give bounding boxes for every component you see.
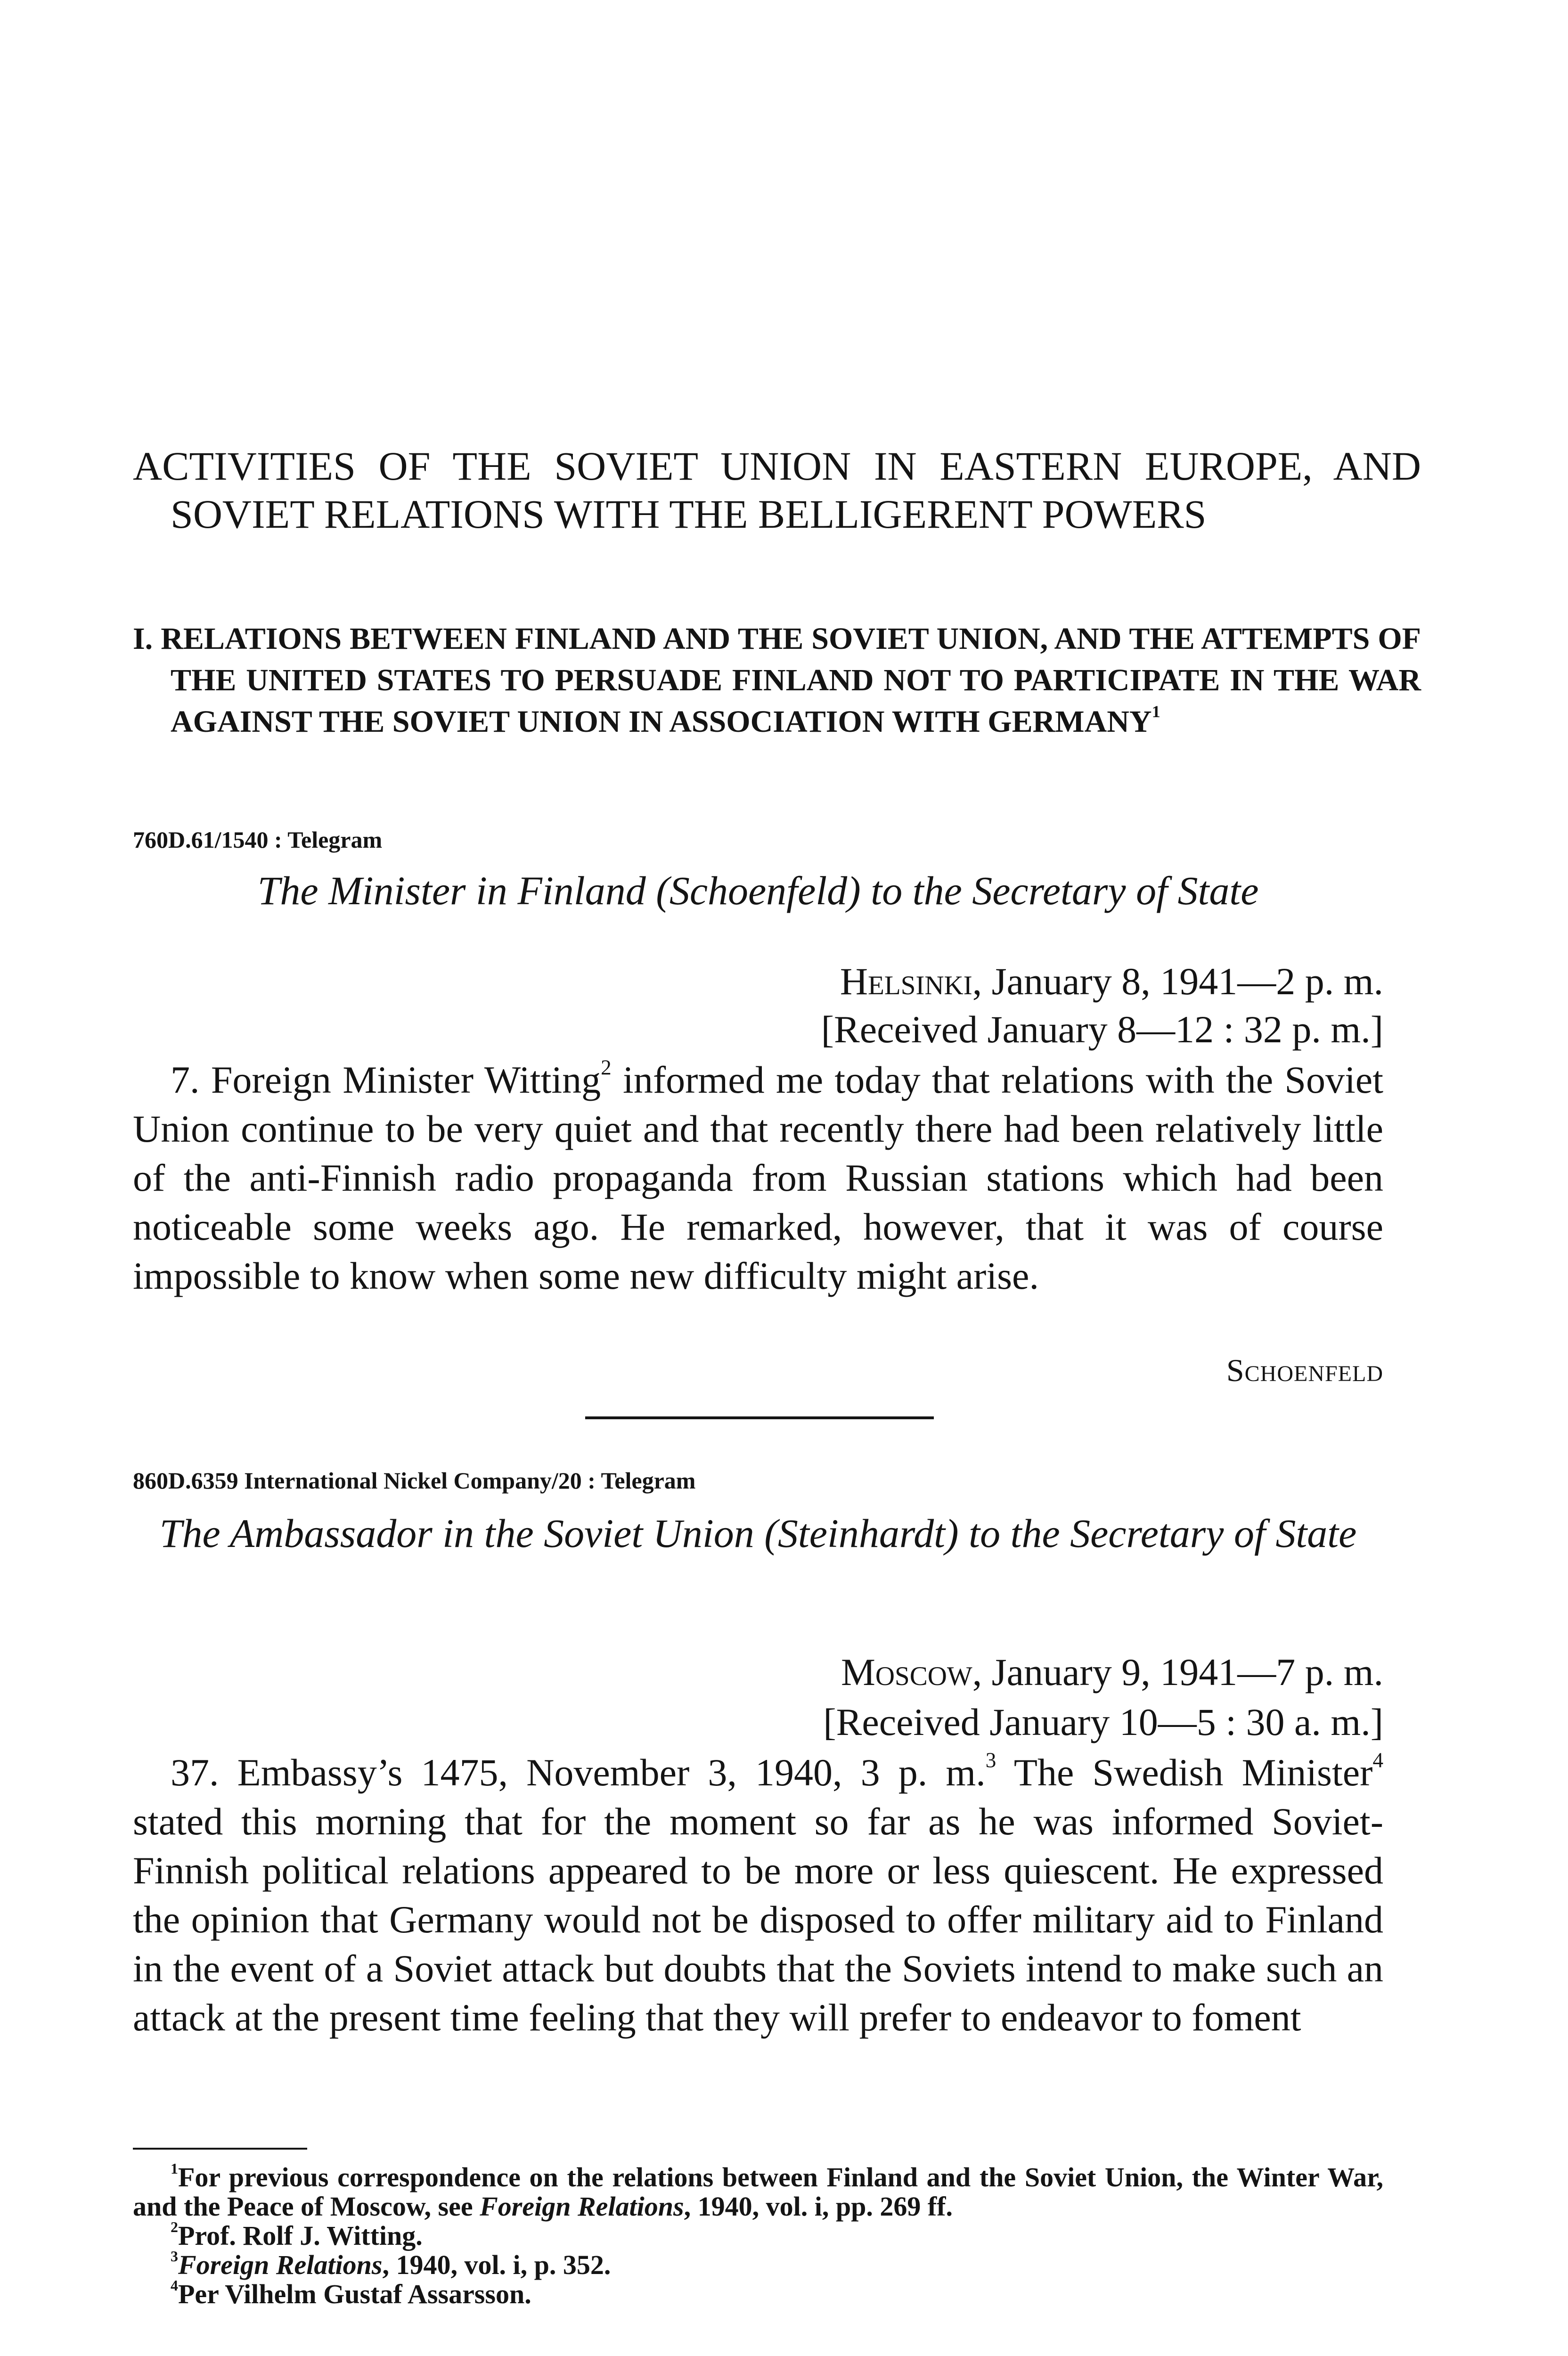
paragraph-text: 37. Embassy’s 1475, November 3, 1940, 3 p. m. [171, 1751, 986, 1794]
footnote-ref: 3 [985, 1748, 996, 1772]
footnote-rule [133, 2148, 307, 2150]
paragraph-text: The Swedish Minister [996, 1751, 1373, 1794]
heading-text: ) to the Secretary of State [945, 1511, 1357, 1556]
footnote [133, 2160, 1383, 2222]
chapter-title: ACTIVITIES OF THE SOVIET UNION IN EASTERN EUROPE, AND SOVIET RELATIONS WITH THE BELLIGERENT POWERS [133, 443, 1421, 537]
footnote-ref: 4 [1372, 1748, 1383, 1772]
footnote-text: For previous correspondence on the relations between Finland and the Soviet Union, the Winter War, and the Peace of Moscow, see [133, 2162, 1383, 2222]
document-heading [133, 1509, 1383, 1558]
heading-text: The Minister in Finland ( [257, 868, 670, 913]
document-heading [133, 866, 1383, 915]
footnotes [133, 2160, 1383, 2309]
place-name: Helsinki [840, 960, 972, 1003]
telegram-paragraph [133, 1748, 1383, 2042]
heading-name: Schoenfeld [669, 868, 848, 913]
date-text: , January 9, 1941—7 p. m. [972, 1651, 1383, 1693]
footnote-italic: Foreign Relations [480, 2191, 684, 2222]
received-line: [Received January 8—12 : 32 p. m.] [821, 1008, 1383, 1051]
footnote-text: Prof. Rolf J. Witting. [178, 2220, 423, 2251]
footnote-text: , 1940, vol. i, p. 352. [382, 2250, 611, 2280]
dateline [133, 1648, 1383, 1696]
file-number: 860D.6359 International Nickel Company/20 : Telegram [133, 1467, 696, 1494]
footnote-ref: 1 [1152, 702, 1160, 721]
footnote-text: Per Vilhelm Gustaf Assarsson. [178, 2279, 531, 2309]
dateline [133, 957, 1383, 1006]
paragraph-text: stated this morning that for the moment so far as he was informed Soviet-Finnish political relations appeared to be more or less quiescent. He expressed the opinion that Germany would not be disposed to offer military aid to Finland in the event of a Soviet attack but doubts that the Soviets intend to make such an attack at the present time feeling that they will prefer to endeavor to foment [133, 1800, 1383, 2039]
heading-text: The Ambassador in the Soviet Union ( [159, 1511, 778, 1556]
paragraph-text: 7. Foreign Minister Witting [171, 1058, 601, 1101]
file-number: 760D.61/1540 : Telegram [133, 826, 383, 853]
separator-rule [585, 1416, 934, 1419]
footnote-mark: 2 [171, 2218, 178, 2235]
received-line: [Received January 10—5 : 30 a. m.] [823, 1701, 1383, 1743]
section-heading-text: I. RELATIONS BETWEEN FINLAND AND THE SOVIET UNION, AND THE ATTEMPTS OF THE UNITED STATES TO PERSUADE FINLAND NOT TO PARTICIPATE IN THE WAR AGAINST THE SOVIET UNION IN ASSOCIATION WITH GERMANY [133, 622, 1421, 739]
heading-name: Steinhardt [777, 1511, 946, 1556]
footnote-ref: 2 [601, 1055, 612, 1080]
place-name: Moscow [841, 1651, 972, 1693]
footnote-mark: 1 [171, 2160, 178, 2177]
footnote [133, 2218, 1383, 2251]
footnote-italic: Foreign Relations [178, 2250, 383, 2280]
footnote [133, 2250, 1383, 2280]
section-heading [133, 618, 1421, 743]
footnote [133, 2277, 1383, 2309]
paragraph-text: informed me today that relations with the Soviet Union continue to be very quiet and that recently there had been relatively little of the anti-Finnish radio propaganda from Russian stations which had been noticeable some weeks ago. He remarked, however, that it was of course impossible to know when some new difficulty might arise. [133, 1058, 1383, 1297]
telegram-paragraph [133, 1055, 1383, 1301]
footnote-mark: 4 [171, 2277, 178, 2294]
signature: Schoenfeld [1226, 1352, 1383, 1388]
date-text: , January 8, 1941—2 p. m. [972, 960, 1383, 1003]
heading-text: ) to the Secretary of State [847, 868, 1259, 913]
footnote-text: , 1940, vol. i, pp. 269 ff. [684, 2191, 953, 2222]
footnote-mark: 3 [171, 2248, 178, 2265]
